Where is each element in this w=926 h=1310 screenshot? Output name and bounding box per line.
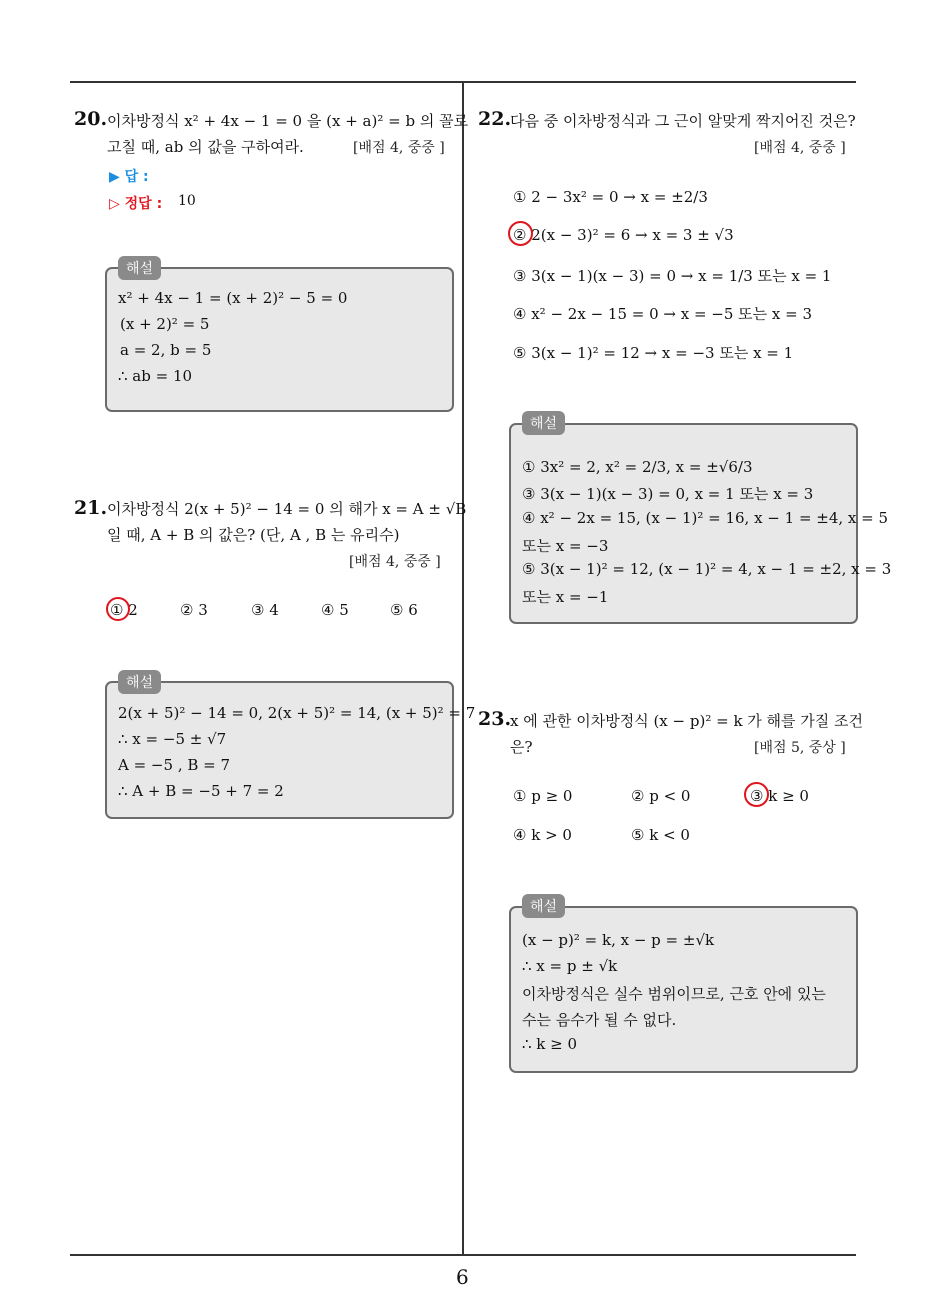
answer-mark <box>508 221 533 246</box>
option-1: ① 2 <box>110 601 138 619</box>
question-text: 은? <box>510 738 533 756</box>
explanation-tag: 해설 <box>118 256 161 280</box>
question-number: 20. <box>74 108 108 130</box>
explanation-line: A = −5 , B = 7 <box>118 756 231 774</box>
explanation-line: ∴ x = −5 ± √7 <box>118 730 227 748</box>
explanation-tag: 해설 <box>118 670 161 694</box>
explanation-line: x² + 4x − 1 = (x + 2)² − 5 = 0 <box>118 289 348 307</box>
explanation-line: 이차방정식은 실수 범위이므로, 근호 안에 있는 <box>522 985 826 1003</box>
explanation-line: ∴ A + B = −5 + 7 = 2 <box>118 782 284 800</box>
correct-answer-label: ▷ 정답 : <box>109 196 163 212</box>
explanation-line: ① 3x² = 2, x² = 2/3, x = ±√6/3 <box>522 458 753 476</box>
explanation-line: a = 2, b = 5 <box>120 341 212 359</box>
question-text: 이차방정식 2(x + 5)² − 14 = 0 의 해가 x = A ± √B <box>107 500 467 518</box>
explanation-line: ④ x² − 2x = 15, (x − 1)² = 16, x − 1 = ±4, x = 5 <box>522 509 889 527</box>
explanation-line: 또는 x = −1 <box>522 588 609 606</box>
explanation-line: ∴ x = p ± √k <box>522 957 618 975</box>
option-4: ④ 5 <box>321 601 349 619</box>
answer-label: ▶ 답 : <box>109 169 149 185</box>
option-1: ① 2 − 3x² = 0 → x = ±2/3 <box>513 188 708 206</box>
option-3: ③ k ≥ 0 <box>750 787 809 805</box>
points-label: [배점 5, 중상 ] <box>754 740 846 756</box>
explanation-tag: 해설 <box>522 894 565 918</box>
answer-mark <box>106 597 130 621</box>
explanation-line: ∴ ab = 10 <box>118 367 193 385</box>
explanation-line: ⑤ 3(x − 1)² = 12, (x − 1)² = 4, x − 1 = ±2, x = 3 <box>522 560 892 578</box>
option-1: ① p ≥ 0 <box>513 787 573 805</box>
option-5: ⑤ 6 <box>390 601 418 619</box>
question-text: 이차방정식 x² + 4x − 1 = 0 을 (x + a)² = b 의 꼴로 <box>107 112 469 130</box>
option-4: ④ k > 0 <box>513 826 572 844</box>
explanation-line: 수는 음수가 될 수 없다. <box>522 1011 677 1029</box>
question-text: 고칠 때, ab 의 값을 구하여라. <box>107 138 304 156</box>
column-divider <box>462 83 464 1255</box>
option-3: ③ 4 <box>251 601 279 619</box>
explanation-line: (x − p)² = k, x − p = ±√k <box>522 931 715 949</box>
option-5: ⑤ k < 0 <box>631 826 690 844</box>
bottom-rule <box>70 1254 856 1256</box>
question-number: 23. <box>478 708 512 730</box>
option-5: ⑤ 3(x − 1)² = 12 → x = −3 또는 x = 1 <box>513 344 794 362</box>
option-2: ② p < 0 <box>631 787 691 805</box>
option-4: ④ x² − 2x − 15 = 0 → x = −5 또는 x = 3 <box>513 305 813 323</box>
option-2: ② 3 <box>180 601 208 619</box>
explanation-line: ③ 3(x − 1)(x − 3) = 0, x = 1 또는 x = 3 <box>522 485 814 503</box>
question-text: x 에 관한 이차방정식 (x − p)² = k 가 해를 가질 조건 <box>510 712 864 730</box>
points-label: [배점 4, 중중 ] <box>349 554 441 570</box>
points-label: [배점 4, 중중 ] <box>353 140 445 156</box>
answer-mark <box>744 782 769 807</box>
question-number: 21. <box>74 497 108 519</box>
points-label: [배점 4, 중중 ] <box>754 140 846 156</box>
explanation-line: 2(x + 5)² − 14 = 0, 2(x + 5)² = 14, (x + 5)² = 7 <box>118 704 476 722</box>
page-number: 6 <box>456 1265 469 1289</box>
explanation-line: (x + 2)² = 5 <box>120 315 210 333</box>
option-2: ② 2(x − 3)² = 6 → x = 3 ± √3 <box>513 226 734 244</box>
option-3: ③ 3(x − 1)(x − 3) = 0 → x = 1/3 또는 x = 1 <box>513 267 832 285</box>
explanation-line: 또는 x = −3 <box>522 537 609 555</box>
question-number: 22. <box>478 108 512 130</box>
question-text: 다음 중 이차방정식과 그 근이 알맞게 짝지어진 것은? <box>510 112 856 130</box>
correct-answer-value: 10 <box>178 193 196 209</box>
question-text: 일 때, A + B 의 값은? (단, A , B 는 유리수) <box>107 526 400 544</box>
explanation-line: ∴ k ≥ 0 <box>522 1035 578 1053</box>
explanation-tag: 해설 <box>522 411 565 435</box>
